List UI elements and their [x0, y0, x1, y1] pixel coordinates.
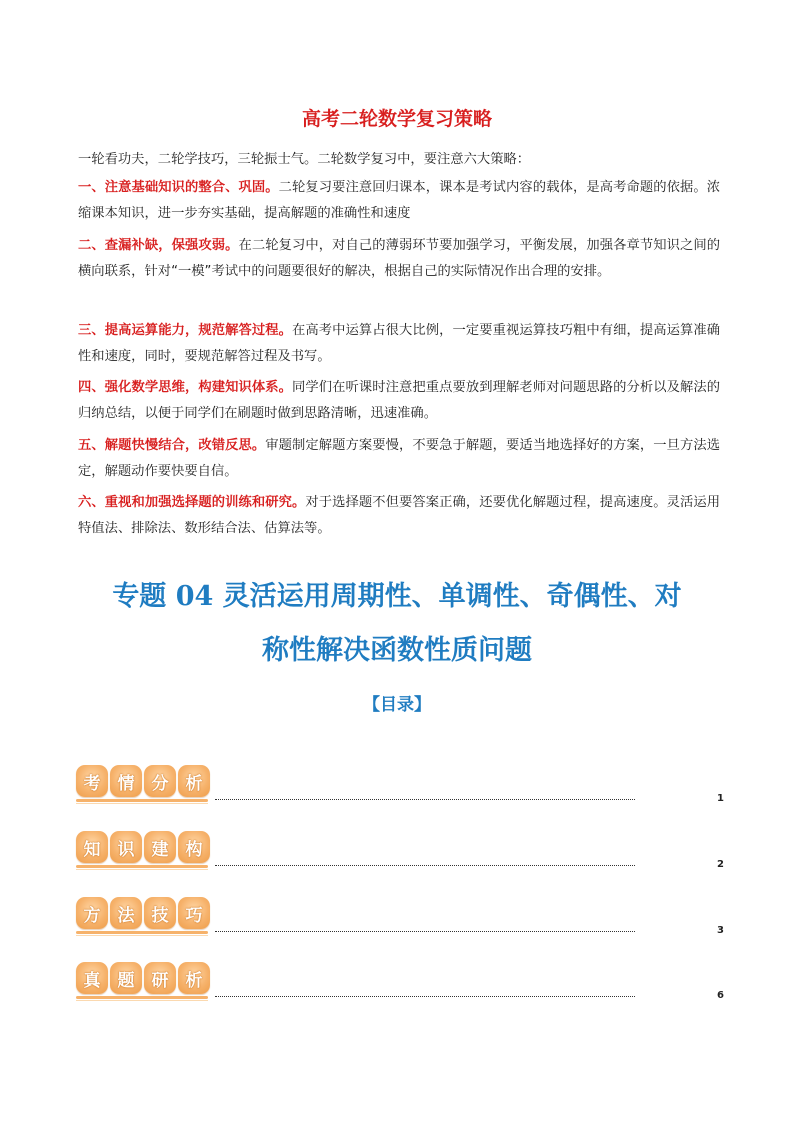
badge-underline — [76, 799, 208, 802]
toc-entry[interactable] — [74, 897, 734, 947]
strategy-text-2: 在二轮复习中，对自己的薄弱环节要加强学习，平衡发展，加强各章节知识之间的横向联系，针对“一模”考试中的问题要很好的解决，根据自己的实际情况作出合理的安排。 — [78, 238, 721, 279]
strategy-paragraph-1 — [78, 175, 720, 227]
section-badge-char: 题 — [110, 962, 142, 994]
badge-underline-shadow — [76, 1000, 208, 1001]
toc-dot-leader — [215, 929, 635, 932]
toc-entry[interactable] — [74, 765, 734, 815]
section-badge-char: 建 — [144, 831, 176, 863]
topic-title-line-2: 称性解决函数性质问题 — [262, 635, 532, 666]
badge-underline — [76, 996, 208, 999]
strategy-text-1: 二轮复习要注意回归课本，课本是考试内容的载体，是高考命题的依据。浓缩课本知识，进一步夯实基础，提高解题的准确性和速度 — [78, 180, 721, 221]
strategy-lead-6: 六、重视和加强选择题的训练和研究。 — [78, 495, 306, 510]
strategy-paragraph-3 — [78, 318, 720, 370]
toc-dot-leader — [215, 994, 635, 997]
toc-dot-leader — [215, 797, 635, 800]
toc-page-number: 1 — [717, 793, 724, 804]
toc-page-number: 6 — [717, 990, 724, 1001]
toc-page-number: 3 — [717, 925, 724, 936]
section-badge-char: 分 — [144, 765, 176, 797]
strategy-lead-1: 一、注意基础知识的整合、巩固。 — [78, 180, 279, 195]
section-badge-char: 构 — [178, 831, 210, 863]
section-badge-char: 技 — [144, 897, 176, 929]
badge-underline-shadow — [76, 803, 208, 804]
toc-page-number: 2 — [717, 859, 724, 870]
badge-underline — [76, 865, 208, 868]
toc-entry[interactable] — [74, 831, 734, 881]
section-badge-char: 析 — [178, 765, 210, 797]
strategy-text-6: 对于选择题不但要答案正确，还要优化解题过程，提高速度。灵活运用特值法、排除法、数形结合法、估算法等。 — [78, 495, 721, 536]
section-badge-char: 法 — [110, 897, 142, 929]
badge-underline-shadow — [76, 935, 208, 936]
strategy-lead-3: 三、提高运算能力，规范解答过程。 — [78, 323, 293, 338]
strategy-lead-5: 五、解题快慢结合，改错反思。 — [78, 438, 266, 453]
badge-underline — [76, 931, 208, 934]
section-badge-char: 真 — [76, 962, 108, 994]
strategy-paragraph-2 — [78, 233, 720, 285]
section-badge-char: 方 — [76, 897, 108, 929]
strategy-lead-4: 四、强化数学思维，构建知识体系。 — [78, 380, 293, 395]
strategy-paragraph-4 — [78, 375, 720, 427]
section-badge-char: 考 — [76, 765, 108, 797]
section-badge-char: 情 — [110, 765, 142, 797]
section-badge-char: 巧 — [178, 897, 210, 929]
strategy-paragraph-6 — [78, 490, 720, 542]
section-badge-char: 析 — [178, 962, 210, 994]
toc-entry[interactable] — [74, 962, 734, 1012]
strategy-text-3: 在高考中运算占很大比例，一定要重视运算技巧粗中有细，提高运算准确性和速度，同时，要规范解答过程及书写。 — [78, 323, 721, 364]
topic-title-line-1: 专题 04 灵活运用周期性、单调性、奇偶性、对 — [112, 581, 682, 612]
section-badge-char: 研 — [144, 962, 176, 994]
section-badge-char: 识 — [110, 831, 142, 863]
badge-underline-shadow — [76, 869, 208, 870]
strategy-text-4: 同学们在听课时注意把重点要放到理解老师对问题思路的分析以及解法的归纳总结，以便于同学们在刷题时做到思路清晰，迅速准确。 — [78, 380, 721, 421]
strategy-lead-2: 二、查漏补缺，保强攻弱。 — [78, 238, 239, 253]
main-title: 高考二轮数学复习策略 — [301, 108, 492, 130]
toc-dot-leader — [215, 863, 635, 866]
intro-paragraph: 一轮看功夫，二轮学技巧，三轮振士气。二轮数学复习中，要注意六大策略： — [78, 152, 531, 167]
section-badge-char: 知 — [76, 831, 108, 863]
strategy-paragraph-5 — [78, 433, 720, 485]
toc-heading: 【目录】 — [363, 695, 431, 715]
strategy-text-5: 审题制定解题方案要慢，不要急于解题，要适当地选择好的方案，一旦方法选定，解题动作要快要自信。 — [78, 438, 721, 479]
